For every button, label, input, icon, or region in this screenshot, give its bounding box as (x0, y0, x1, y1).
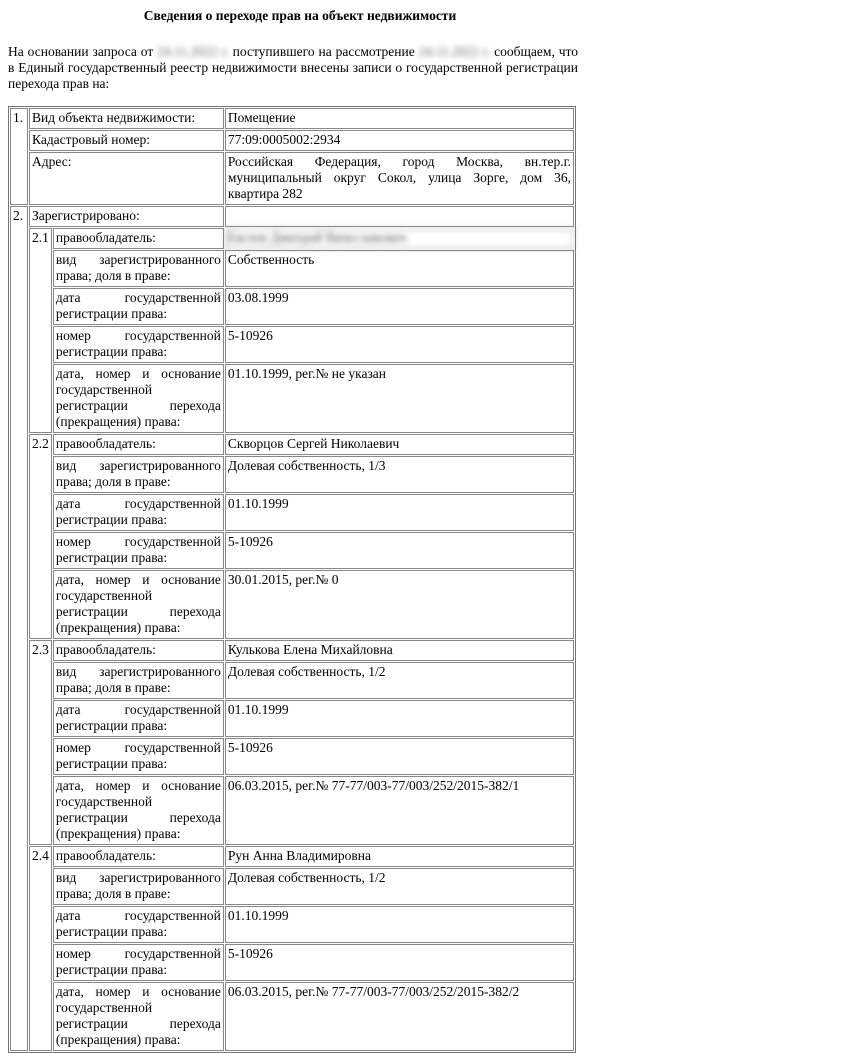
intro-paragraph (8, 44, 578, 92)
right-type-value: Долевая собственность, 1/3 (225, 456, 574, 493)
reg-number-value: 5-10926 (225, 326, 574, 363)
owner-number: 2.2 (29, 434, 52, 639)
reg-number-value: 5-10926 (225, 944, 574, 981)
intro-text-2: поступившего на рассмотрение (232, 44, 415, 59)
table-row (10, 982, 574, 1051)
row-number: 1. (10, 108, 28, 205)
table-row (10, 456, 574, 493)
reg-date-label: дата государственной регистрации права: (53, 700, 224, 737)
transfer-value: 30.01.2015, рег.№ 0 (225, 570, 574, 639)
table-row (10, 570, 574, 639)
cadastral-value: 77:09:0005002:2934 (225, 130, 574, 151)
intro-text-1: На основании запроса от (8, 44, 154, 59)
table-row (10, 494, 574, 531)
reg-number-value: 5-10926 (225, 532, 574, 569)
right-type-label: вид зарегистрированного права; доля в праве: (53, 250, 224, 287)
right-type-value: Собственность (225, 250, 574, 287)
registered-empty (225, 206, 574, 227)
owner-label: правообладатель: (53, 846, 224, 867)
document (8, 8, 578, 1053)
table-row (10, 846, 574, 867)
owner-value: Скворцов Сергей Николаевич (225, 434, 574, 455)
reg-number-label: номер государственной регистрации права: (53, 944, 224, 981)
reg-date-value: 03.08.1999 (225, 288, 574, 325)
intro-text-3: сообщаем, что в Единый государственный реестр недвижимости внесены записи о государственной регистрации перехода прав на: (8, 44, 578, 91)
reg-number-label: номер государственной регистрации права: (53, 532, 224, 569)
owner-label: правообладатель: (53, 434, 224, 455)
table-row (10, 108, 574, 129)
reg-date-value: 01.10.1999 (225, 700, 574, 737)
table-row (10, 364, 574, 433)
right-type-label: вид зарегистрированного права; доля в праве: (53, 868, 224, 905)
row-number: 2. (10, 206, 28, 1051)
transfer-value: 06.03.2015, рег.№ 77-77/003-77/003/252/2015-382/1 (225, 776, 574, 845)
owner-number: 2.4 (29, 846, 52, 1051)
address-label: Адрес: (29, 152, 224, 205)
table-row (10, 700, 574, 737)
table-row (10, 152, 574, 205)
right-type-label: вид зарегистрированного права; доля в праве: (53, 662, 224, 699)
owner-value: Рун Анна Владимировна (225, 846, 574, 867)
table-row (10, 532, 574, 569)
table-row (10, 640, 574, 661)
table-row (10, 906, 574, 943)
owner-value: Евсеев Дмитрий Вячеславович (225, 228, 574, 249)
table-row (10, 868, 574, 905)
reg-date-label: дата государственной регистрации права: (53, 494, 224, 531)
reg-date-value: 01.10.1999 (225, 494, 574, 531)
right-type-value: Долевая собственность, 1/2 (225, 662, 574, 699)
transfer-value: 06.03.2015, рег.№ 77-77/003-77/003/252/2015-382/2 (225, 982, 574, 1051)
table-row (10, 662, 574, 699)
cadastral-label: Кадастровый номер: (29, 130, 224, 151)
owner-value: Кулькова Елена Михайловна (225, 640, 574, 661)
reg-date-value: 01.10.1999 (225, 906, 574, 943)
table-row (10, 288, 574, 325)
table-row (10, 130, 574, 151)
rights-table (8, 106, 576, 1053)
reg-number-label: номер государственной регистрации права: (53, 738, 224, 775)
transfer-label: дата, номер и основание государственной регистрации перехода (прекращения) права: (53, 570, 224, 639)
right-type-value: Долевая собственность, 1/2 (225, 868, 574, 905)
reg-date-label: дата государственной регистрации права: (53, 906, 224, 943)
reg-date-label: дата государственной регистрации права: (53, 288, 224, 325)
owner-number: 2.1 (29, 228, 52, 433)
table-row (10, 326, 574, 363)
table-row (10, 434, 574, 455)
table-row (10, 250, 574, 287)
page-title: Сведения о переходе прав на объект недвижимости (143, 8, 457, 23)
object-type-value: Помещение (225, 108, 574, 129)
transfer-label: дата, номер и основание государственной регистрации перехода (прекращения) права: (53, 776, 224, 845)
received-date: 24.11.2022 г. (418, 44, 491, 59)
right-type-label: вид зарегистрированного права; доля в праве: (53, 456, 224, 493)
table-row (10, 776, 574, 845)
registered-label: Зарегистрировано: (29, 206, 224, 227)
table-row (10, 228, 574, 249)
owner-number: 2.3 (29, 640, 52, 845)
address-value: Российская Федерация, город Москва, вн.тер.г. муниципальный округ Сокол, улица Зорге, дом 36, квартира 282 (225, 152, 574, 205)
table-row (10, 206, 574, 227)
reg-number-value: 5-10926 (225, 738, 574, 775)
table-row (10, 944, 574, 981)
owner-label: правообладатель: (53, 228, 224, 249)
transfer-value: 01.10.1999, рег.№ не указан (225, 364, 574, 433)
request-date: 24.11.2022 г. (157, 44, 229, 59)
object-type-label: Вид объекта недвижимости: (29, 108, 224, 129)
transfer-label: дата, номер и основание государственной регистрации перехода (прекращения) права: (53, 982, 224, 1051)
transfer-label: дата, номер и основание государственной регистрации перехода (прекращения) права: (53, 364, 224, 433)
table-row (10, 738, 574, 775)
owner-label: правообладатель: (53, 640, 224, 661)
reg-number-label: номер государственной регистрации права: (53, 326, 224, 363)
